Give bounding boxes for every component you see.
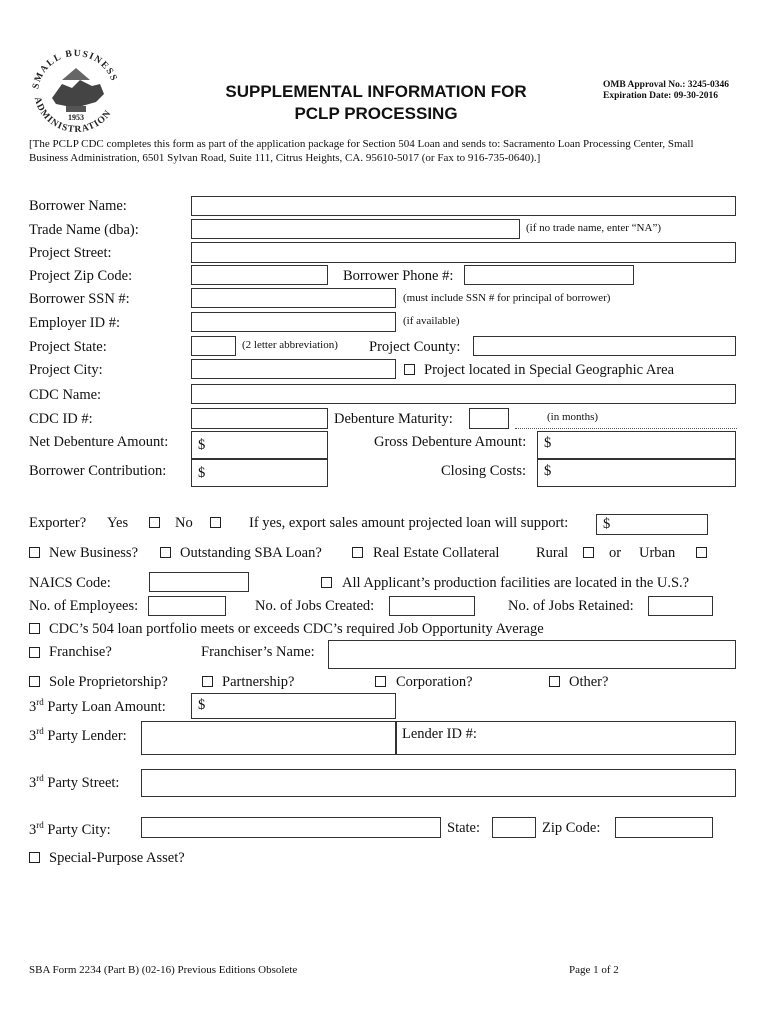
third-party-lender-input[interactable]	[141, 721, 396, 755]
or-label: or	[609, 545, 622, 561]
special-area-checkbox[interactable]	[404, 364, 415, 375]
trade-name-input[interactable]	[191, 219, 520, 239]
third-party-loan-amount-text: Party Loan Amount:	[43, 698, 166, 715]
expiration-date: Expiration Date: 09-30-2016	[603, 91, 719, 101]
project-county-label: Project County:	[369, 339, 461, 355]
exporter-yes-label: Yes	[107, 515, 129, 531]
franchiser-name-input[interactable]	[328, 640, 736, 669]
third-party-lender-superscript: rd	[36, 726, 44, 736]
exporter-no-checkbox[interactable]	[210, 517, 221, 528]
borrower-contribution-currency: $	[198, 465, 206, 481]
third-party-zip-input[interactable]	[615, 817, 713, 838]
project-county-input[interactable]	[473, 336, 736, 356]
borrower-phone-input[interactable]	[464, 265, 634, 285]
urban-label: Urban	[639, 545, 676, 561]
employees-label: No. of Employees:	[29, 598, 139, 614]
project-zip-label: Project Zip Code:	[29, 268, 133, 284]
svg-text:ADMINISTRATION: ADMINISTRATION	[31, 95, 114, 136]
third-party-lender-label	[29, 726, 127, 745]
net-debenture-label: Net Debenture Amount:	[29, 434, 169, 450]
third-party-loan-amount-input[interactable]	[191, 693, 396, 719]
page-number: Page 1 of 2	[569, 964, 619, 976]
maturity-hint: (in months)	[547, 411, 599, 423]
borrower-name-label: Borrower Name:	[29, 198, 127, 214]
third-party-city-ordinal: 3	[29, 821, 37, 838]
gross-debenture-input[interactable]	[537, 431, 736, 459]
exporter-no-label: No	[175, 515, 193, 531]
trade-name-hint: (if no trade name, enter “NA”)	[526, 222, 661, 234]
closing-costs-currency: $	[544, 463, 552, 479]
special-purpose-label: Special-Purpose Asset?	[49, 850, 185, 866]
outstanding-sba-checkbox[interactable]	[160, 547, 171, 558]
gross-debenture-currency: $	[544, 435, 552, 451]
sole-proprietorship-checkbox[interactable]	[29, 676, 40, 687]
outstanding-sba-label: Outstanding SBA Loan?	[180, 545, 322, 561]
third-party-city-text: Party City:	[43, 821, 111, 838]
net-debenture-currency: $	[198, 437, 206, 453]
real-estate-label: Real Estate Collateral	[373, 545, 500, 561]
project-street-label: Project Street:	[29, 245, 112, 261]
special-area-label: Project located in Special Geographic Area	[424, 362, 675, 378]
borrower-phone-label: Borrower Phone #:	[343, 268, 454, 284]
project-city-label: Project City:	[29, 362, 103, 378]
exporter-yes-checkbox[interactable]	[149, 517, 160, 528]
urban-checkbox[interactable]	[696, 547, 707, 558]
third-party-ordinal: 3	[29, 698, 37, 715]
third-party-city-label	[29, 820, 111, 839]
employees-input[interactable]	[148, 596, 226, 616]
franchise-checkbox[interactable]	[29, 647, 40, 658]
debenture-maturity-label: Debenture Maturity:	[334, 411, 453, 427]
franchiser-name-label: Franchiser’s Name:	[201, 644, 315, 660]
jobs-created-label: No. of Jobs Created:	[255, 598, 375, 614]
facilities-us-label: All Applicant’s production facilities are located in the U.S.?	[342, 575, 690, 591]
new-business-checkbox[interactable]	[29, 547, 40, 558]
cdc-name-input[interactable]	[191, 384, 736, 404]
other-checkbox[interactable]	[549, 676, 560, 687]
project-city-input[interactable]	[191, 359, 396, 379]
export-sales-question: If yes, export sales amount projected loan will support:	[249, 515, 569, 531]
third-party-street-superscript: rd	[36, 773, 44, 783]
debenture-maturity-input[interactable]	[469, 408, 509, 429]
employer-id-hint: (if available)	[403, 315, 460, 327]
third-party-city-input[interactable]	[141, 817, 441, 838]
third-party-loan-amount-label	[29, 697, 166, 716]
cdc-portfolio-label: CDC’s 504 loan portfolio meets or exceeds CDC’s required Job Opportunity Average	[49, 621, 544, 637]
sba-seal-logo	[22, 40, 130, 140]
jobs-created-input[interactable]	[389, 596, 475, 616]
third-party-lender-text: Party Lender:	[43, 727, 127, 744]
svg-text:SMALL BUSINESS: SMALL BUSINESS	[31, 48, 119, 90]
omb-block	[603, 80, 729, 102]
corporation-checkbox[interactable]	[375, 676, 386, 687]
project-state-label: Project State:	[29, 339, 107, 355]
borrower-ssn-label: Borrower SSN #:	[29, 291, 130, 307]
third-party-loan-currency: $	[198, 697, 206, 713]
borrower-ssn-input[interactable]	[191, 288, 396, 308]
third-party-zip-label: Zip Code:	[542, 820, 601, 836]
gross-debenture-label: Gross Debenture Amount:	[374, 434, 527, 450]
ssn-hint: (must include SSN # for principal of borrower)	[403, 292, 611, 304]
third-party-lender-ordinal: 3	[29, 727, 37, 744]
closing-costs-input[interactable]	[537, 459, 736, 487]
export-sales-input[interactable]	[596, 514, 708, 535]
rural-label: Rural	[536, 545, 569, 561]
employer-id-label: Employer ID #:	[29, 315, 121, 331]
special-purpose-checkbox[interactable]	[29, 852, 40, 863]
new-business-label: New Business?	[49, 545, 139, 561]
intro-text: [The PCLP CDC completes this form as part of the application package for Section 504 Loan and sends to: Sacramento Loan Processing Center, Small Business Administration, 6501 Sylvan Road, Suite 111, Citrus Heights, CA. 95610-5017 (or Fax to 916-735-0640).]	[29, 138, 694, 164]
naics-label: NAICS Code:	[29, 575, 111, 591]
corporation-label: Corporation?	[396, 674, 473, 690]
third-party-state-input[interactable]	[492, 817, 536, 838]
facilities-us-checkbox[interactable]	[321, 577, 332, 588]
form-title	[196, 81, 556, 125]
third-party-city-superscript: rd	[36, 820, 44, 830]
project-state-input[interactable]	[191, 336, 236, 356]
third-party-street-text: Party Street:	[43, 774, 120, 791]
borrower-contribution-label: Borrower Contribution:	[29, 463, 167, 479]
partnership-label: Partnership?	[222, 674, 295, 690]
borrower-name-input[interactable]	[191, 196, 736, 216]
form-title-line2: PCLP PROCESSING	[294, 104, 458, 123]
lender-id-label: Lender ID #:	[402, 726, 477, 742]
exporter-label: Exporter?	[29, 515, 87, 531]
borrower-contribution-input[interactable]	[191, 459, 328, 487]
net-debenture-input[interactable]	[191, 431, 328, 459]
other-label: Other?	[569, 674, 609, 690]
maturity-divider	[515, 428, 737, 429]
third-party-street-input[interactable]	[141, 769, 736, 797]
cdc-name-label: CDC Name:	[29, 387, 102, 403]
omb-approval: OMB Approval No.: 3245-0346	[603, 80, 729, 90]
trade-name-label: Trade Name (dba):	[29, 222, 139, 238]
closing-costs-label: Closing Costs:	[441, 463, 527, 479]
seal-year: 1953	[68, 113, 84, 122]
employer-id-input[interactable]	[191, 312, 396, 332]
partnership-checkbox[interactable]	[202, 676, 213, 687]
form-title-line1: SUPPLEMENTAL INFORMATION FOR	[225, 82, 527, 101]
cdc-portfolio-checkbox[interactable]	[29, 623, 40, 634]
project-zip-input[interactable]	[191, 265, 328, 285]
form-identifier: SBA Form 2234 (Part B) (02-16) Previous Editions Obsolete	[29, 964, 298, 976]
third-party-street-label	[29, 773, 119, 792]
naics-input[interactable]	[149, 572, 249, 592]
real-estate-checkbox[interactable]	[352, 547, 363, 558]
franchise-label: Franchise?	[49, 644, 112, 660]
export-sales-currency: $	[603, 516, 611, 532]
sole-proprietorship-label: Sole Proprietorship?	[49, 674, 168, 690]
cdc-id-label: CDC ID #:	[29, 411, 93, 427]
project-state-hint: (2 letter abbreviation)	[242, 339, 338, 351]
jobs-retained-input[interactable]	[648, 596, 713, 616]
jobs-retained-label: No. of Jobs Retained:	[508, 598, 634, 614]
project-street-input[interactable]	[191, 242, 736, 263]
third-party-superscript: rd	[36, 697, 44, 707]
cdc-id-input[interactable]	[191, 408, 328, 429]
third-party-state-label: State:	[447, 820, 481, 836]
rural-checkbox[interactable]	[583, 547, 594, 558]
third-party-street-ordinal: 3	[29, 774, 37, 791]
